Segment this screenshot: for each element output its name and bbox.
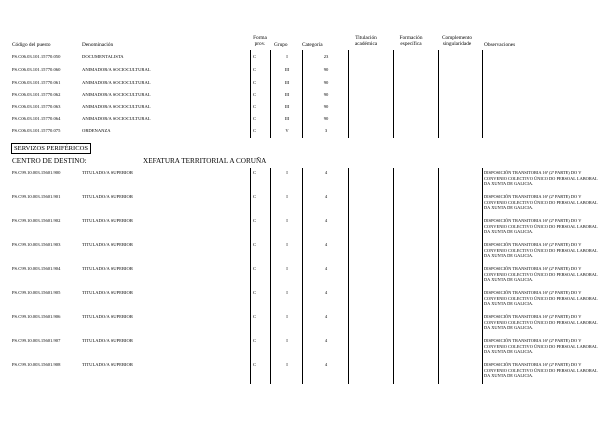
row-forma-prov: C: [253, 314, 257, 319]
row-code: PS.C06.03.101.15770.050: [12, 54, 61, 59]
row-code: PS.C06.03.101.15770.064: [12, 116, 61, 121]
row-denominacion: ANIMADOR/A SOCIOCULTURAL: [82, 116, 151, 121]
grid-line: [270, 50, 271, 138]
row-denominacion: TITULADO/A SUPERIOR: [82, 314, 133, 319]
header-complemento-line1: Complemento: [441, 35, 472, 41]
row-categoria: 23: [323, 54, 329, 59]
row-denominacion: TITULADO/A SUPERIOR: [82, 194, 133, 199]
grid-line: [482, 168, 483, 384]
row-grupo: III: [284, 104, 290, 109]
row-categoria: 4: [324, 266, 328, 271]
grid-line: [482, 50, 483, 138]
row-forma-prov: C: [253, 290, 257, 295]
row-denominacion: DOCUMENTALISTA: [82, 54, 124, 59]
grid-line: [302, 50, 303, 138]
row-grupo: I: [286, 54, 288, 59]
header-denominacion: Denominación: [82, 42, 114, 48]
row-forma-prov: C: [253, 218, 257, 223]
row-forma-prov: C: [253, 338, 257, 343]
row-categoria: 4: [324, 362, 328, 367]
grid-line: [393, 50, 394, 138]
row-code: PS.C99.10.003.15601.907: [12, 338, 61, 343]
row-categoria: 4: [324, 218, 328, 223]
row-grupo: I: [286, 314, 288, 319]
grid-line: [250, 50, 251, 138]
row-code: PS.C99.10.003.15601.904: [12, 266, 61, 271]
header-titulacion-line2: académica: [354, 41, 378, 47]
header-grupo: Grupo: [274, 42, 288, 48]
header-observaciones: Observaciones: [484, 42, 516, 48]
section-label: SERVIZOS PERIFÉRICOS: [11, 143, 91, 154]
row-categoria: 90: [323, 80, 329, 85]
row-forma-prov: C: [253, 266, 257, 271]
grid-line: [393, 168, 394, 384]
row-categoria: 90: [323, 104, 329, 109]
grid-line: [270, 168, 271, 384]
row-categoria: 4: [324, 242, 328, 247]
header-forma-prov-line2: prov.: [254, 41, 266, 47]
row-forma-prov: C: [253, 170, 257, 175]
row-denominacion: ANIMADOR/A SOCIOCULTURAL: [82, 67, 151, 72]
row-forma-prov: C: [253, 128, 257, 133]
header-formacion: [393, 35, 429, 47]
row-code: PS.C06.03.101.15770.063: [12, 104, 61, 109]
row-grupo: I: [286, 338, 288, 343]
row-code: PS.C99.10.003.15601.900: [12, 170, 61, 175]
row-observaciones: DISPOSICIÓN TRANSITORIA 16ª (2ª PARTE) DO V CONVENIO COLECTIVO ÚNICO DO PERSOAL LABORAL DA XUNTA DE GALICIA.: [484, 170, 598, 187]
row-categoria: 4: [324, 194, 328, 199]
grid-line: [438, 50, 439, 138]
row-categoria: 3: [324, 128, 328, 133]
row-grupo: I: [286, 290, 288, 295]
row-observaciones: DISPOSICIÓN TRANSITORIA 16ª (2ª PARTE) DO V CONVENIO COLECTIVO ÚNICO DO PERSOAL LABORAL DA XUNTA DE GALICIA.: [484, 242, 598, 259]
row-categoria: 90: [323, 116, 329, 121]
row-forma-prov: C: [253, 116, 257, 121]
grid-line: [438, 168, 439, 384]
row-grupo: III: [284, 116, 290, 121]
row-forma-prov: C: [253, 104, 257, 109]
row-code: PS.C99.10.003.15601.905: [12, 290, 61, 295]
header-titulacion: [348, 35, 384, 47]
destino-value: XEFATURA TERRITORIAL A CORUÑA: [143, 157, 267, 165]
row-observaciones: DISPOSICIÓN TRANSITORIA 16ª (2ª PARTE) DO V CONVENIO COLECTIVO ÚNICO DO PERSOAL LABORAL DA XUNTA DE GALICIA.: [484, 338, 598, 355]
row-code: PS.C06.03.101.15770.062: [12, 92, 61, 97]
row-denominacion: ANIMADOR/A SOCIOCULTURAL: [82, 104, 151, 109]
row-categoria: 90: [323, 67, 329, 72]
grid-line: [302, 168, 303, 384]
row-forma-prov: C: [253, 67, 257, 72]
row-denominacion: ANIMADOR/A SOCIOCULTURAL: [82, 80, 151, 85]
grid-line: [348, 50, 349, 138]
row-observaciones: DISPOSICIÓN TRANSITORIA 16ª (2ª PARTE) DO V CONVENIO COLECTIVO ÚNICO DO PERSOAL LABORAL DA XUNTA DE GALICIA.: [484, 218, 598, 235]
row-categoria: 90: [323, 92, 329, 97]
row-code: PS.C99.10.003.15601.902: [12, 218, 61, 223]
row-code: PS.C06.03.101.15770.075: [12, 128, 61, 133]
row-denominacion: ANIMADOR/A SOCIOCULTURAL: [82, 92, 151, 97]
header-forma-prov-line1: Forma: [253, 35, 267, 41]
row-forma-prov: C: [253, 242, 257, 247]
row-denominacion: TITULADO/A SUPERIOR: [82, 266, 133, 271]
row-denominacion: TITULADO/A SUPERIOR: [82, 170, 133, 175]
row-denominacion: TITULADO/A SUPERIOR: [82, 362, 133, 367]
header-categoria: Categoría: [302, 42, 323, 48]
row-grupo: I: [286, 218, 288, 223]
row-grupo: III: [284, 67, 290, 72]
row-observaciones: DISPOSICIÓN TRANSITORIA 16ª (2ª PARTE) DO V CONVENIO COLECTIVO ÚNICO DO PERSOAL LABORAL DA XUNTA DE GALICIA.: [484, 290, 598, 307]
row-grupo: I: [286, 194, 288, 199]
row-forma-prov: C: [253, 194, 257, 199]
row-code: PS.C99.10.003.15601.901: [12, 194, 61, 199]
row-observaciones: DISPOSICIÓN TRANSITORIA 16ª (2ª PARTE) DO V CONVENIO COLECTIVO ÚNICO DO PERSOAL LABORAL DA XUNTA DE GALICIA.: [484, 362, 598, 379]
header-forma-prov: [250, 35, 270, 47]
row-observaciones: DISPOSICIÓN TRANSITORIA 16ª (2ª PARTE) DO V CONVENIO COLECTIVO ÚNICO DO PERSOAL LABORAL DA XUNTA DE GALICIA.: [484, 194, 598, 211]
row-grupo: I: [286, 242, 288, 247]
row-denominacion: TITULADO/A SUPERIOR: [82, 338, 133, 343]
header-complemento-line2: singularidade: [442, 41, 472, 47]
destino-label: CENTRO DE DESTINO:: [12, 157, 87, 165]
row-grupo: I: [286, 170, 288, 175]
header-complemento: [435, 35, 479, 47]
row-code: PS.C99.10.003.15601.903: [12, 242, 61, 247]
row-forma-prov: C: [253, 80, 257, 85]
row-code: PS.C06.03.101.15770.060: [12, 67, 61, 72]
row-denominacion: TITULADO/A SUPERIOR: [82, 218, 133, 223]
row-grupo: I: [286, 266, 288, 271]
row-grupo: V: [285, 128, 289, 133]
row-grupo: III: [284, 92, 290, 97]
row-grupo: III: [284, 80, 290, 85]
header-formacion-line2: específica: [400, 41, 422, 47]
row-forma-prov: C: [253, 54, 257, 59]
row-forma-prov: C: [253, 92, 257, 97]
row-categoria: 4: [324, 290, 328, 295]
row-denominacion: ORDENANZA: [82, 128, 111, 133]
row-categoria: 4: [324, 338, 328, 343]
header-formacion-line1: Formación: [399, 35, 423, 41]
row-code: PS.C99.10.003.15601.908: [12, 362, 61, 367]
row-observaciones: DISPOSICIÓN TRANSITORIA 16ª (2ª PARTE) DO V CONVENIO COLECTIVO ÚNICO DO PERSOAL LABORAL DA XUNTA DE GALICIA.: [484, 314, 598, 331]
grid-line: [348, 168, 349, 384]
row-code: PS.C06.03.101.15770.061: [12, 80, 61, 85]
header-codigo: Código del puesto: [12, 42, 51, 48]
row-code: PS.C99.10.003.15601.906: [12, 314, 61, 319]
row-categoria: 4: [324, 170, 328, 175]
row-denominacion: TITULADO/A SUPERIOR: [82, 290, 133, 295]
header-titulacion-line1: Titulación: [355, 35, 377, 41]
row-denominacion: TITULADO/A SUPERIOR: [82, 242, 133, 247]
row-grupo: I: [286, 362, 288, 367]
grid-line: [250, 168, 251, 384]
row-categoria: 4: [324, 314, 328, 319]
row-forma-prov: C: [253, 362, 257, 367]
row-observaciones: DISPOSICIÓN TRANSITORIA 16ª (2ª PARTE) DO V CONVENIO COLECTIVO ÚNICO DO PERSOAL LABORAL DA XUNTA DE GALICIA.: [484, 266, 598, 283]
